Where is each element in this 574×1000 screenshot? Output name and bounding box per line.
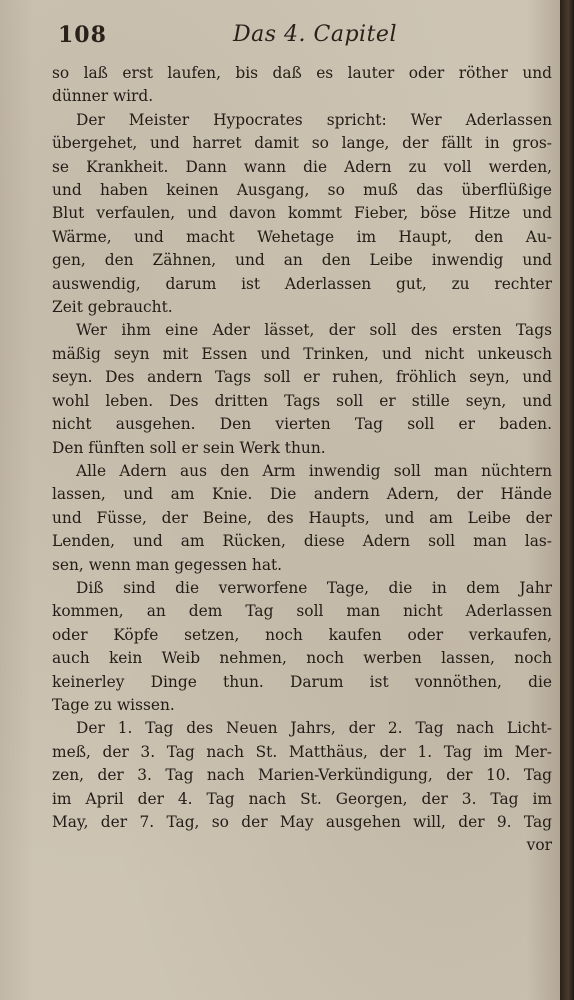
text-line: im April der 4. Tag nach St. Georgen, der 3. Tag im: [52, 789, 552, 808]
text-line: Blut verfaulen, und davon kommt Fieber, böse Hitze und: [52, 204, 552, 223]
text-line: nicht ausgehen. Den vierten Tag soll er baden.: [52, 415, 552, 434]
text-line: dünner wird.: [52, 87, 154, 106]
text-line: Alle Adern aus den Arm inwendig soll man nüchtern: [76, 461, 552, 480]
text-line: so laß erst laufen, bis daß es lauter oder röther und: [52, 64, 552, 82]
text-line: Den fünften soll er sein Werk thun.: [52, 438, 326, 457]
text-line: Wärme, und macht Wehetage im Haupt, den Au-: [52, 227, 552, 246]
page-edge: [560, 0, 574, 1000]
text-line: May, der 7. Tag, so der May ausgehen will, der 9. Tag: [52, 813, 552, 831]
text-line: Tage zu wissen.: [52, 695, 175, 714]
page-number: 108: [58, 22, 107, 48]
text-line: keinerley Dinge thun. Darum ist vonnöthen, die: [52, 672, 552, 691]
text-line: se Krankheit. Dann wann die Adern zu voll werden,: [52, 157, 552, 176]
text-line: oder Köpfe setzen, noch kaufen oder verkaufen,: [52, 625, 552, 644]
text-line: seyn. Des andern Tags soll er ruhen, fröhlich seyn, und: [52, 368, 552, 387]
body-text: [52, 62, 552, 858]
text-line: kommen, an dem Tag soll man nicht Aderlassen: [52, 602, 552, 621]
text-line: zen, der 3. Tag nach Marien-Verkündigung, der 10. Tag: [52, 766, 552, 785]
text-line: und Füsse, der Beine, des Haupts, und am Leibe der: [52, 508, 552, 527]
text-line: Der 1. Tag des Neuen Jahrs, der 2. Tag nach Licht-: [76, 719, 552, 738]
text-line: Zeit gebraucht.: [52, 298, 173, 317]
text-line: Wer ihm eine Ader lässet, der soll des ersten Tags: [76, 321, 552, 340]
text-line: sen, wenn man gegessen hat.: [52, 555, 283, 574]
text-line: meß, der 3. Tag nach St. Matthäus, der 1. Tag im Mer-: [52, 742, 552, 761]
text-line: gen, den Zähnen, und an den Leibe inwendig und: [52, 251, 552, 270]
text-line: wohl leben. Des dritten Tags soll er stille seyn, und: [52, 391, 552, 410]
text-line: auch kein Weib nehmen, noch werben lassen, noch: [52, 649, 552, 668]
page-header: [58, 20, 538, 54]
running-title: Das 4. Capitel: [233, 22, 397, 47]
text-line: Diß sind die verworfene Tage, die in dem Jahr: [76, 578, 552, 597]
catchword: vor: [526, 836, 552, 855]
text-line: mäßig seyn mit Essen und Trinken, und nicht unkeusch: [52, 344, 552, 363]
text-line: und haben keinen Ausgang, so muß das überflüßige: [52, 181, 552, 200]
text-line: auswendig, darum ist Aderlassen gut, zu rechter: [52, 274, 552, 293]
text-line: lassen, und am Knie. Die andern Adern, der Hände: [52, 485, 552, 504]
text-line: Der Meister Hypocrates spricht: Wer Aderlassen: [76, 110, 552, 129]
text-line: übergehet, und harret damit so lange, der fällt in gros-: [52, 134, 552, 153]
text-line: Lenden, und am Rücken, diese Adern soll man las-: [52, 532, 552, 551]
